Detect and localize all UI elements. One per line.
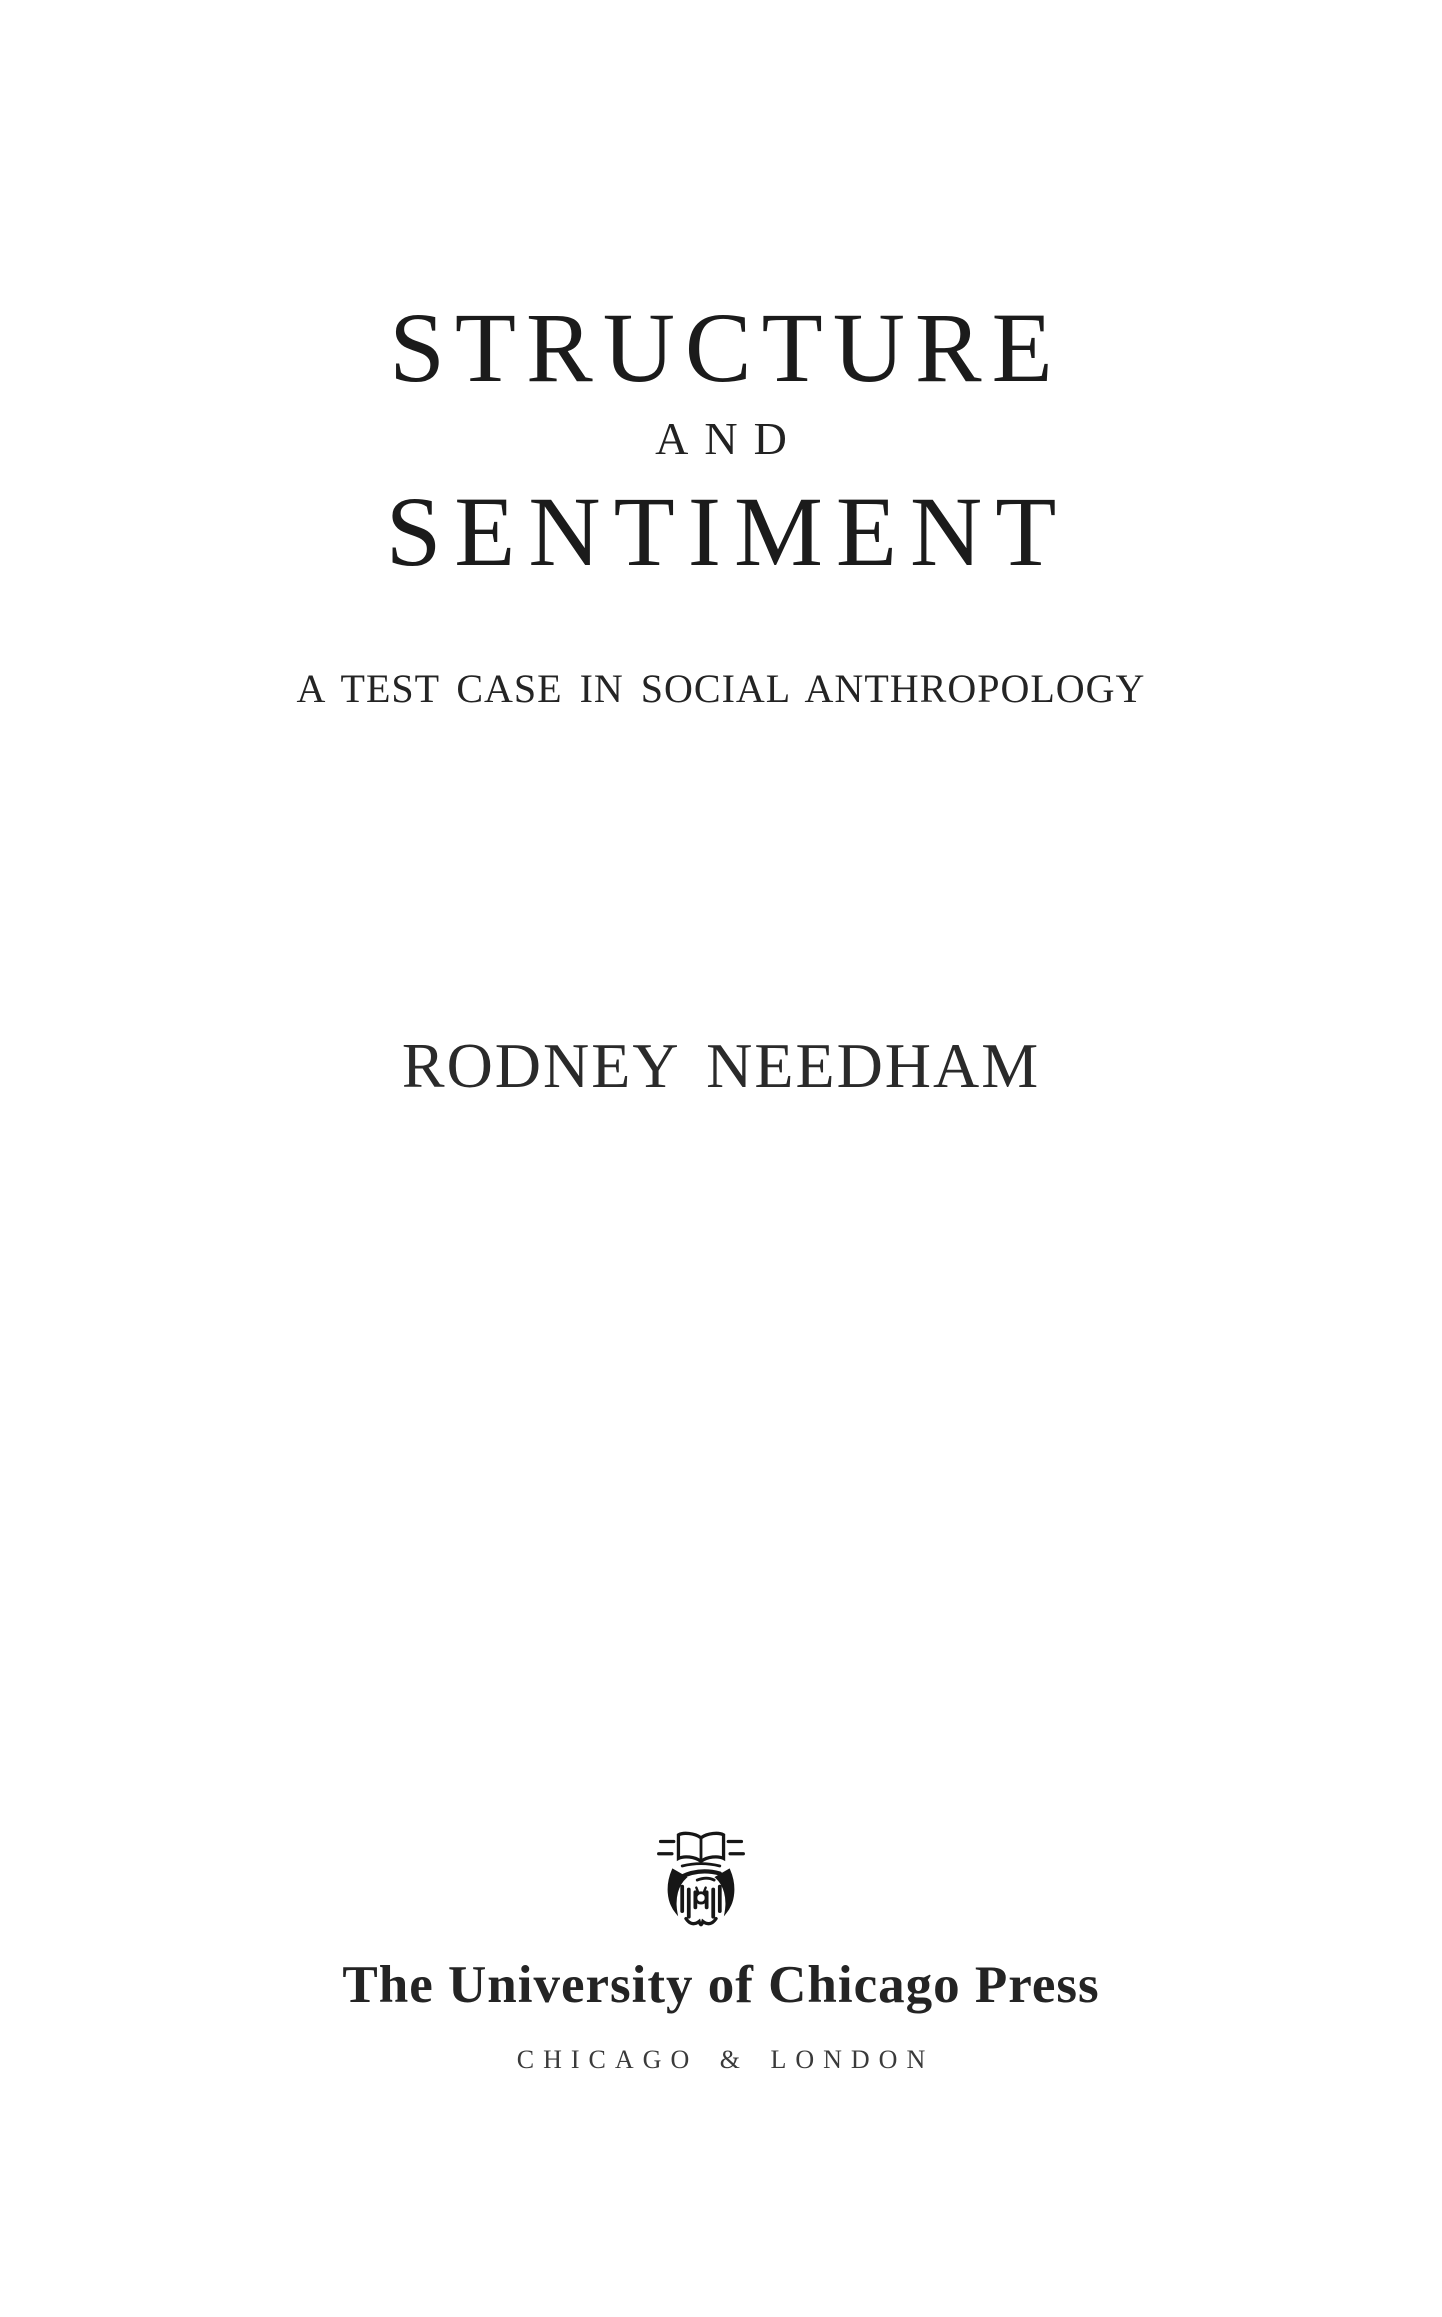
book-title-conjunction: AND [655,413,803,464]
book-title-line-1: STRUCTURE [389,292,1063,403]
author-name: RODNEY NEEDHAM [401,1030,1041,1101]
publisher-name: The University of Chicago Press [342,1956,1100,2014]
publisher-phoenix-book-logo-icon [654,1830,748,1932]
book-title-line-2: SENTIMENT [385,476,1070,587]
book-subtitle: A TEST CASE IN SOCIAL ANTHROPOLOGY [296,666,1146,711]
publisher-cities: CHICAGO & LONDON [516,2045,935,2074]
